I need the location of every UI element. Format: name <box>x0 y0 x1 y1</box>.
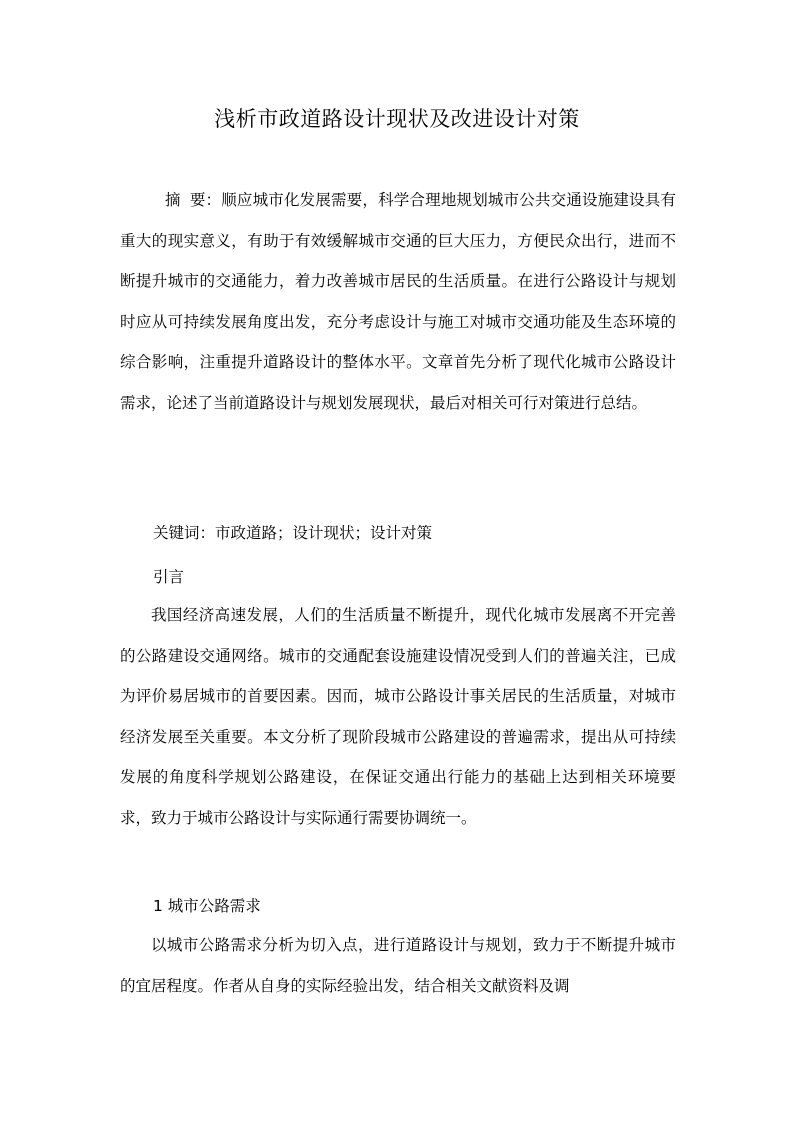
keywords-line: 关键词：市政道路；设计现状；设计对策 <box>153 524 433 542</box>
abstract-text: 顺应城市化发展需要，科学合理地规划城市公共交通设施建设具有重大的现实意义，有助于有效缓解城市交通的巨大压力，方便民众出行，进而不断提升城市的交通能力，着力改善城市居民的生活质量。在进行公路设计与规划时应从可持续发展角度出发，充分考虑设计与施工对城市交通功能及生态环境的综合影响，注重提升道路设计的整体水平。文章首先分析了现代化城市公路设计需求，论述了当前道路设计与规划发展现状，最后对相关可行对策进行总结。 <box>120 191 676 412</box>
abstract-label-part1: 摘 <box>165 191 181 209</box>
abstract-label-part2: 要： <box>189 191 222 209</box>
intro-paragraph: 我国经济高速发展，人们的生活质量不断提升，现代化城市发展离不开完善的公路建设交通网络。城市的交通配套设施建设情况受到人们的普遍关注，已成为评价易居城市的首要因素。因而，城市公路设计事关居民的生活质量，对城市经济发展至关重要。本文分析了现阶段城市公路建设的普遍需求，提出从可持续发展的角度科学规划公路建设，在保证交通出行能力的基础上达到相关环境要求，致力于城市公路设计与实际通行需要协调统一。 <box>120 606 676 827</box>
section-1-paragraph: 以城市公路需求分析为切入点，进行道路设计与规划，致力于不断提升城市的宜居程度。作者从自身的实际经验出发，结合相关文献资料及调 <box>120 936 676 995</box>
section-1-heading: 1 城市公路需求 <box>153 897 261 915</box>
intro-heading: 引言 <box>153 568 185 586</box>
abstract-paragraph <box>120 180 676 423</box>
document-title: 浅析市政道路设计现状及改进设计对策 <box>214 107 580 131</box>
